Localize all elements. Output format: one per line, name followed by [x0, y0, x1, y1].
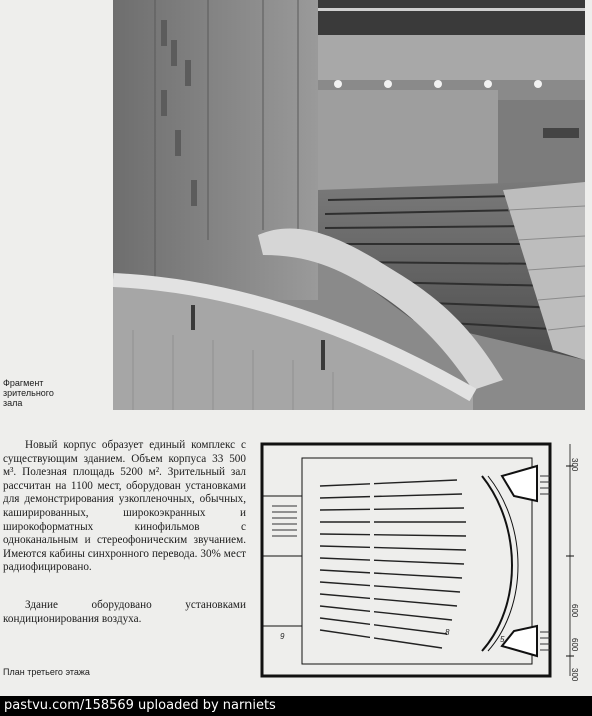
plan-caption: План третьего этажа: [3, 667, 90, 677]
auditorium-photo: [113, 0, 585, 410]
dimension-label: 300: [570, 458, 579, 472]
body-paragraph-1: Новый корпус образует единый комплекс с существующим зданием. Объем корпуса 33 500 м³. Полезная площадь 5200 м². Зрительный зал рассчитан на 1100 мест, оборудован установками для демонстрирования узкопленочных, обычных, каширированных, широкоэкранных и широкоформатных кинофильмов с одноканальным и стереофоническим звучанием. Имеются кабины синхронного перевода. 30% мест радиофицировано.: [3, 439, 246, 574]
room-label: 5: [500, 635, 505, 644]
floor-plan: [252, 436, 587, 688]
room-label: 8: [445, 628, 450, 637]
dimension-label: 600: [570, 604, 579, 618]
dimension-label: 600: [570, 638, 579, 652]
photo-caption: [3, 378, 113, 408]
room-label: 9: [280, 632, 285, 641]
watermark-text[interactable]: pastvu.com/158569 uploaded by narniets: [4, 698, 276, 713]
dimension-label: 300: [570, 668, 579, 682]
photo-caption-line: Фрагмент: [3, 378, 44, 388]
floor-plan-drawing: [252, 436, 587, 688]
body-paragraph-2: Здание оборудовано установками кондиционирования воздуха.: [3, 599, 246, 625]
photo-caption-line: зрительного: [3, 388, 54, 398]
watermark-bar: [0, 696, 592, 716]
photo-caption-line: зала: [3, 398, 23, 408]
auditorium-photo-illustration: [113, 0, 585, 410]
